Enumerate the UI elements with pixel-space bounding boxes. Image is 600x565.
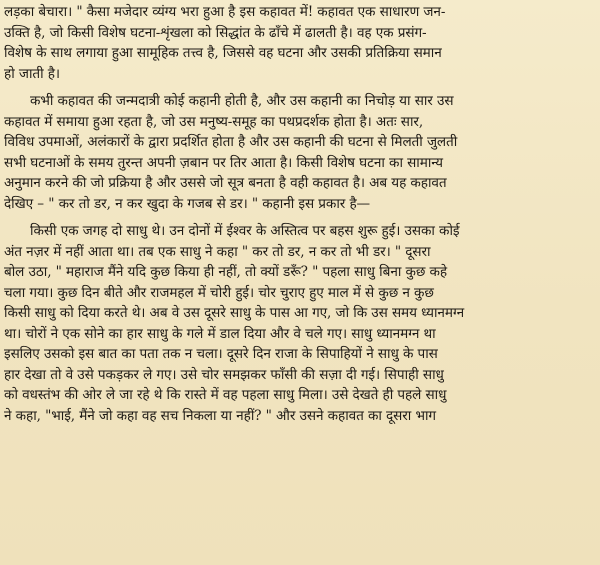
text-line: विशेष के साथ लगाया हुआ सामूहिक तत्त्व है, जिससे वह घटना और उसकी प्रतिक्रिया समान <box>4 45 442 61</box>
text-line: बोल उठा, " महाराज मैंने यदि कुछ किया ही नहीं, तो क्यों डरूँ? " पहला साधु बिना कुछ कहे <box>4 264 447 280</box>
text-line: किसी साधु को दिया करते थे। अब वे उस दूसरे साधु के पास आ गए, जो कि उस समय ध्यानमग्न <box>4 305 465 321</box>
text-line: किसी एक जगह दो साधु थे। उन दोनों में ईश्वर के अस्तित्व पर बहस शुरू हुई। उसका कोई <box>30 223 460 239</box>
paragraph-3 <box>4 221 582 426</box>
text-line: को वधस्तंभ की ओर ले जा रहे थे कि रास्ते में वह पहला साधु मिला। उसे देखते ही पहले साधु <box>4 387 447 403</box>
text-line: सभी घटनाओं के समय तुरन्त अपनी ज़बान पर तिर आता है। किसी विशेष घटना का सामान्य <box>4 154 443 171</box>
text-line: कहावत में समाया हुआ रहता है, जो उस मनुष्य-समूह का पथप्रदर्शक होता है। अतः सार, <box>4 113 424 130</box>
text-line: इसलिए उसको इस बात का पता तक न चला। दूसरे दिन राजा के सिपाहियों ने साधु के पास <box>4 346 438 362</box>
text-line: अंत नज़र में नहीं आता था। तब एक साधु ने कहा " कर तो डर, न कर तो भी डर। " दूसरा <box>4 243 431 260</box>
text-line: देखिए – " कर तो डर, न कर खुदा के गजब से डर। " कहानी इस प्रकार है— <box>4 195 371 212</box>
text-line: था। चोरों ने एक सोने का हार साधु के गले में डाल दिया और वे चले गए। साधु ध्यानमग्न था <box>4 325 436 342</box>
text-line: हो जाती है। <box>4 65 60 82</box>
text-line: चला गया। कुछ दिन बीते और राजमहल में चोरी हुई। चोर चुराए हुए माल में से कुछ न कुछ <box>4 284 434 301</box>
text-line: विविध उपमाओं, अलंकारों के द्वारा प्रदर्शित होता है और उस कहानी की घटना से मिलती जुलती <box>4 134 458 150</box>
paragraph-1 <box>4 2 582 84</box>
text-line: लड़का बेचारा। " कैसा मजेदार व्यंग्य भरा हुआ है इस कहावत में! कहावत एक साधारण जन- <box>4 4 446 20</box>
text-line: ने कहा, "भाई, मैंने जो कहा वह सच निकला या नहीं? " और उसने कहावत का दूसरा भाग <box>4 407 436 424</box>
paragraph-2 <box>4 91 582 214</box>
text-line: उक्ति है, जो किसी विशेष घटना-शृंखला को सिद्धांत के ढाँचे में ढालती है। वह एक प्रसंग- <box>4 24 427 41</box>
text-line: हार देखा तो वे उसे पकड़कर ले गए। उसे चोर समझकर फाँसी की सज़ा दी गई। सिपाही साधु <box>4 366 444 383</box>
text-line: अनुमान करने की जो प्रक्रिया है और उससे जो सूत्र बनता है वही कहावत है। अब यह कहावत <box>4 175 447 191</box>
text-line: कभी कहावत की जन्मदात्री कोई कहानी होती है, और उस कहानी का निचोड़ या सार उस <box>30 93 454 109</box>
